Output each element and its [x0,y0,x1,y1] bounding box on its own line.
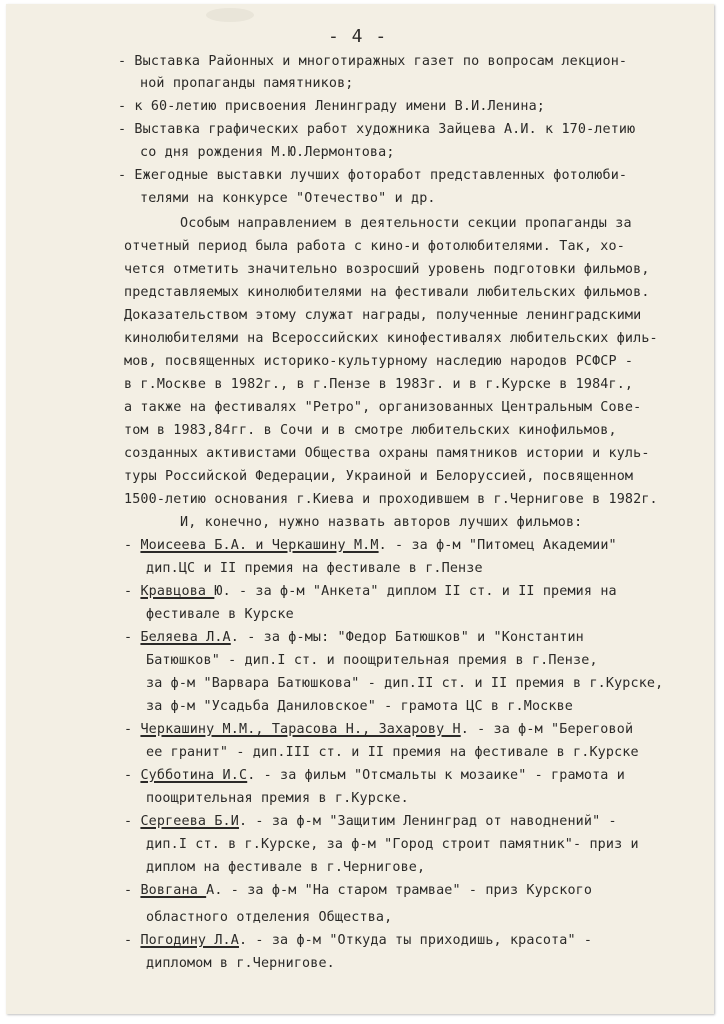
text-line: а также на фестивалях "Ретро", организованных Центральным Сове- [124,400,642,415]
underlined-name: Черкашину М.М., Тарасова Н., Захарову Н [140,722,461,737]
underlined-name: Беляева Л.А [140,630,231,645]
text-line: - Вовгана А. - за ф-м "На старом трамвае" - приз Курского [124,883,593,898]
text-line: мов, посвященных историко-культурному наследию народов РСФСР - [124,354,634,369]
text-line: дипломом в г.Чернигове. [146,956,335,971]
underlined-name: Субботина И.С [140,768,248,783]
text-line: телями на конкурсе "Отечество" и др. [140,191,436,206]
text-line: - Выставка графических работ художника Зайцева А.И. к 170-летию [118,122,636,137]
text-line: том в 1983,84гг. в Сочи и в смотре любительских кинофильмов, [124,423,617,438]
text-line: поощрительная премия в г.Курске. [146,791,409,806]
text-line: - Выставка Районных и многотиражных газет по вопросам лекцион- [118,54,628,69]
text-line: представляемых кинолюбителями на фестивали любительских фильмов. [124,285,650,300]
text-line: 1500-летию основания г.Киева и проходившем в г.Чернигове в 1982г. [124,492,658,507]
text-line: - Погодину Л.А. - за ф-м "Откуда ты приходишь, красота" - [124,933,593,948]
text-line: областного отделения Общества, [146,910,393,925]
text-line: Особым направлением в деятельности секции пропаганды за [180,216,632,231]
paper-stain [206,8,254,22]
text-line: фестивале в Курске [146,607,294,622]
text-line: И, конечно, нужно назвать авторов лучших фильмов: [180,515,583,530]
text-line: Доказательством этому служат награды, полученные ленинградскими [124,308,642,323]
text-line: дип.ЦС и II премия на фестивале в г.Пензе [146,561,483,576]
text-line: в г.Москве в 1982г., в г.Пензе в 1983г. и в г.Курске в 1984г., [124,377,634,392]
text-line: кинолюбителями на Всероссийских кинофестивалях любительских филь- [124,331,658,346]
underlined-name: Погодину Л.А [140,933,239,948]
text-line: - Беляева Л.А. - за ф-мы: "Федор Батюшков" и "Константин [124,630,584,645]
text-line: - Кравцова Ю. - за ф-м "Анкета" диплом II ст. и II премия на [124,584,617,599]
text-line: за ф-м "Усадьба Даниловское" - грамота ЦС в г.Москве [146,699,574,714]
document-page [6,4,714,1014]
text-line: дип.I ст. в г.Курске, за ф-м "Город строит памятник"- приз и [146,837,639,852]
text-line: туры Российской Федерации, Украиной и Белоруссией, посвященном [124,469,634,484]
text-line: созданных активистами Общества охраны памятников истории и куль- [124,446,650,461]
underlined-name: Моисеева Б.А. и Черкашину М.М [140,538,379,553]
text-line: Батюшков" - дип.I ст. и поощрительная премия в г.Пензе, [146,653,598,668]
text-line: - Ежегодные выставки лучших фоторабот представленных фотолюби- [118,168,628,183]
text-line: - к 60-летию присвоения Ленинграду имени В.И.Ленина; [118,99,546,114]
text-line: - Моисеева Б.А. и Черкашину М.М. - за ф-м "Питомец Академии" [124,538,617,553]
text-line: за ф-м "Варвара Батюшкова" - дип.II ст. и II премия в г.Курске, [146,676,664,691]
underlined-name: Сергеева Б.И [140,814,239,829]
page-number: - 4 - [328,26,388,47]
text-line: со дня рождения М.Ю.Лермонтова; [140,145,395,160]
underlined-name: Кравцова [140,584,215,599]
text-line: диплом на фестивале в г.Чернигове, [146,860,426,875]
text-line: - Субботина И.С. - за фильм "Отсмальты к мозаике" - грамота и [124,768,625,783]
text-line: ной пропаганды памятников; [140,76,354,91]
text-line: - Сергеева Б.И. - за ф-м "Защитим Ленинград от наводнений" - [124,814,617,829]
underlined-name: Вовгана [140,883,207,898]
text-line: ее гранит" - дип.III ст. и II премия на фестивале в г.Курске [146,745,639,760]
text-line: чется отметить значительно возросший уровень подготовки фильмов, [124,262,650,277]
text-line: отчетный период была работа с кино-и фотолюбителями. Так, хо- [124,239,625,254]
text-line: - Черкашину М.М., Тарасова Н., Захарову Н. - за ф-м "Береговой [124,722,634,737]
